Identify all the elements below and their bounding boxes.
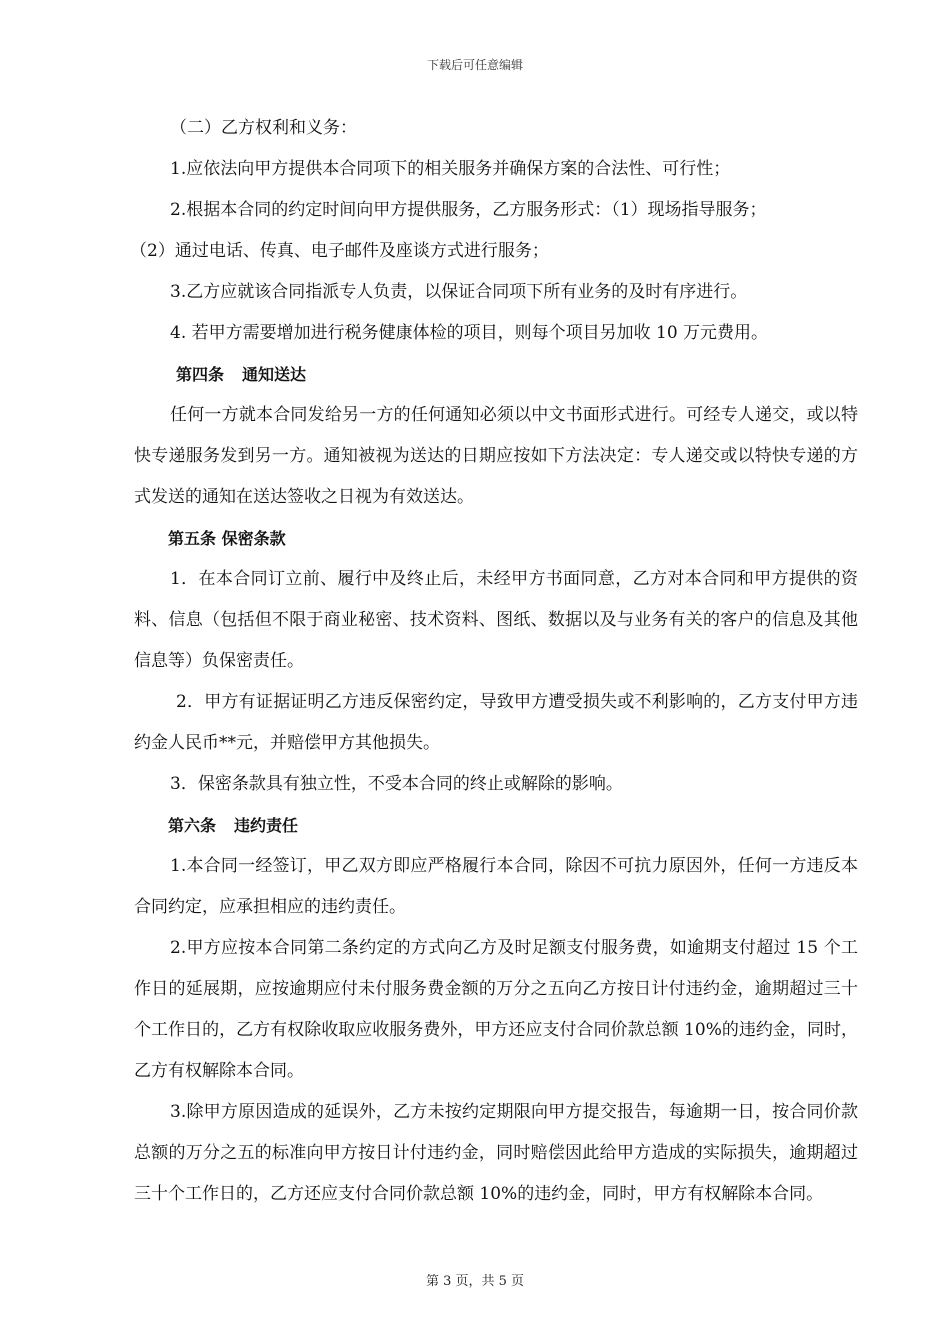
party-b-item-2: 2.根据本合同的约定时间向甲方提供服务，乙方服务形式：（1）现场指导服务； <box>170 200 767 220</box>
article-6-heading <box>134 805 858 846</box>
article-5-item-3: 3．保密条款具有独立性，不受本合同的终止或解除的影响。 <box>170 774 623 794</box>
party-b-item-2-continued: （2）通过电话、传真、电子邮件及座谈方式进行服务； <box>130 241 549 261</box>
article-5-heading: 第五条 保密条款 <box>168 529 286 548</box>
party-b-item-3: 3.乙方应就该合同指派专人负责，以保证合同项下所有业务的及时有序进行。 <box>170 282 748 302</box>
party-b-item-1: 1.应依法向甲方提供本合同项下的相关服务并确保方案的合法性、可行性； <box>170 159 731 179</box>
article-5-item-2: 2．甲方有证据证明乙方违反保密约定，导致甲方遭受损失或不利影响的，乙方支付甲方违约金人民币**元，并赔偿甲方其他损失。 <box>134 692 858 753</box>
article-6-title: 违约责任 <box>234 816 299 835</box>
party-b-item-4: 4. 若甲方需要增加进行税务健康体检的项目，则每个项目另加收 10 万元费用。 <box>170 323 769 343</box>
article-6-number: 第六条 <box>168 816 217 835</box>
article-4-body: 任何一方就本合同发给另一方的任何通知必须以中文书面形式进行。可经专人递交，或以特快专递服务发到另一方。通知被视为送达的日期应按如下方法决定：专人递交或以特快专递的方式发送的通知在送达签收之日视为有效送达。 <box>134 405 858 507</box>
article-6-item-3: 3.除甲方原因造成的延误外，乙方未按约定期限向甲方提交报告，每逾期一日，按合同价款总额的万分之五的标准向甲方按日计付违约金，同时赔偿因此给甲方造成的实际损失，逾期超过三十个工作日的，乙方还应支付合同价款总额 10%的违约金，同时，甲方有权解除本合同。 <box>134 1102 858 1204</box>
page-header: 下载后可任意编辑 <box>426 58 523 72</box>
page-footer: 第 3 页，共 5 页 <box>425 1274 525 1289</box>
article-6-item-2: 2.甲方应按本合同第二条约定的方式向乙方及时足额支付服务费，如逾期支付超过 15 个工作日的延展期，应按逾期应付未付服务费金额的万分之五向乙方按日计付违约金，逾期超过三十个工作日的，乙方有权除收取应收服务费外，甲方还应支付合同价款总额 10%的违约金，同时，乙方有权解除本合同。 <box>134 938 858 1081</box>
article-5-item-1: 1．在本合同订立前、履行中及终止后，未经甲方书面同意，乙方对本合同和甲方提供的资料、信息（包括但不限于商业秘密、技术资料、图纸、数据以及与业务有关的客户的信息及其他信息等）负保密责任。 <box>134 569 858 671</box>
section-title-party-b: （二）乙方权利和义务： <box>170 118 357 138</box>
article-4-heading <box>134 354 858 395</box>
document-body <box>130 108 858 1215</box>
article-4-number: 第四条 <box>176 365 225 384</box>
article-4-title: 通知送达 <box>242 365 307 384</box>
article-6-item-1: 1.本合同一经签订，甲乙双方即应严格履行本合同，除因不可抗力原因外，任何一方违反本合同约定，应承担相应的违约责任。 <box>134 856 858 917</box>
